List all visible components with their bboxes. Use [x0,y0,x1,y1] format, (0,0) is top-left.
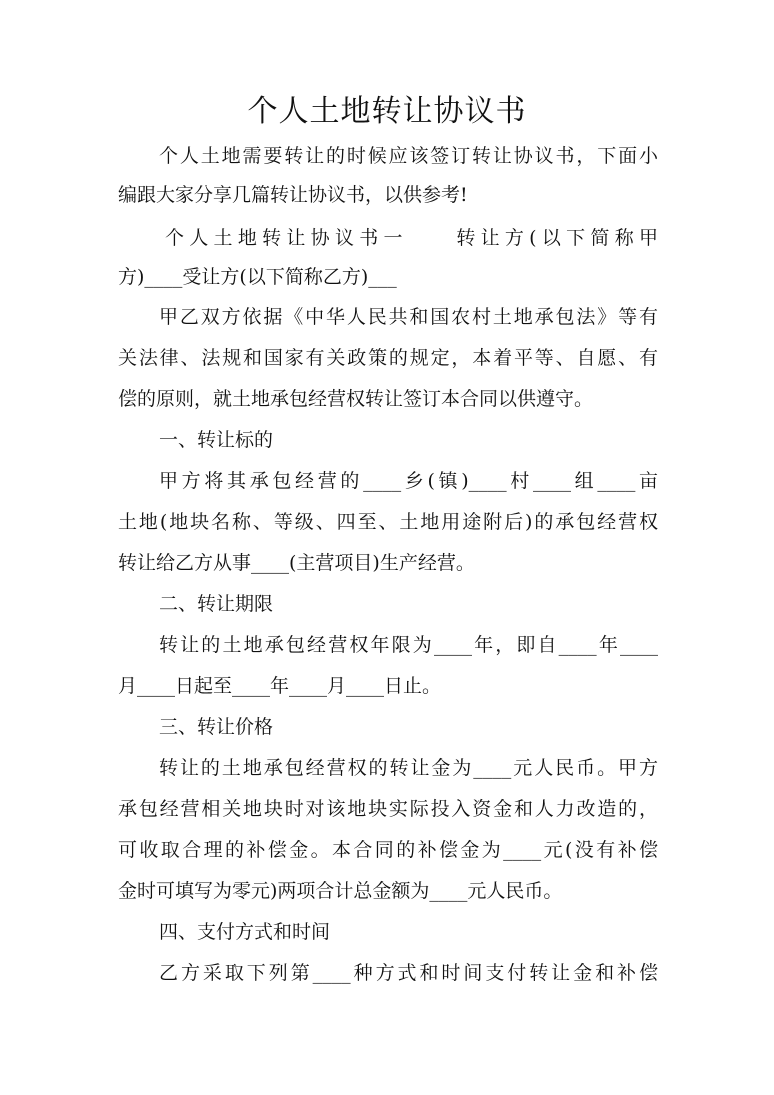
paragraph-line: 土地(地块名称、等级、四至、土地用途附后)的承包经营权 [118,511,658,533]
paragraph-line: 编跟大家分享几篇转让协议书，以供参考! [118,184,468,206]
paragraph-line: 个人土地转让协议书一 转让方(以下简称甲 [165,227,658,249]
paragraph-line: 金时可填写为零元)两项合计总金额为____元人民币。 [118,880,563,902]
section-heading: 一、转让标的 [159,429,274,451]
paragraph-line: 月____日起至____年____月____日止。 [118,675,442,697]
section-heading: 三、转让价格 [159,716,274,738]
paragraph-line: 可收取合理的补偿金。本合同的补偿金为____元(没有补偿 [118,839,658,861]
section-heading: 二、转让期限 [159,593,274,615]
document-title: 个人土地转让协议书 [247,94,527,129]
paragraph-line: 转让的土地承包经营权的转让金为____元人民币。甲方 [159,757,658,779]
paragraph-line: 转让给乙方从事____(主营项目)生产经营。 [118,552,475,574]
paragraph-line: 甲乙双方依据《中华人民共和国农村土地承包法》等有 [159,306,658,328]
paragraph-line: 个人土地需要转让的时候应该签订转让协议书，下面小 [159,145,658,167]
paragraph-line: 承包经营相关地块时对该地块实际投入资金和人力改造的， [118,798,658,820]
paragraph-line: 偿的原则，就土地承包经营权转让签订本合同以供遵守。 [118,388,594,410]
paragraph-line: 转让的土地承包经营权年限为____年，即自____年____ [159,634,658,656]
paragraph-line: 关法律、法规和国家有关政策的规定，本着平等、自愿、有 [118,347,658,369]
paragraph-line: 方)____受让方(以下简称乙方)___ [118,266,397,288]
paragraph-line: 甲方将其承包经营的____乡(镇)____村____组____亩 [159,470,658,492]
paragraph-line: 乙方采取下列第____种方式和时间支付转让金和补偿 [159,962,658,984]
section-heading: 四、支付方式和时间 [159,921,331,943]
